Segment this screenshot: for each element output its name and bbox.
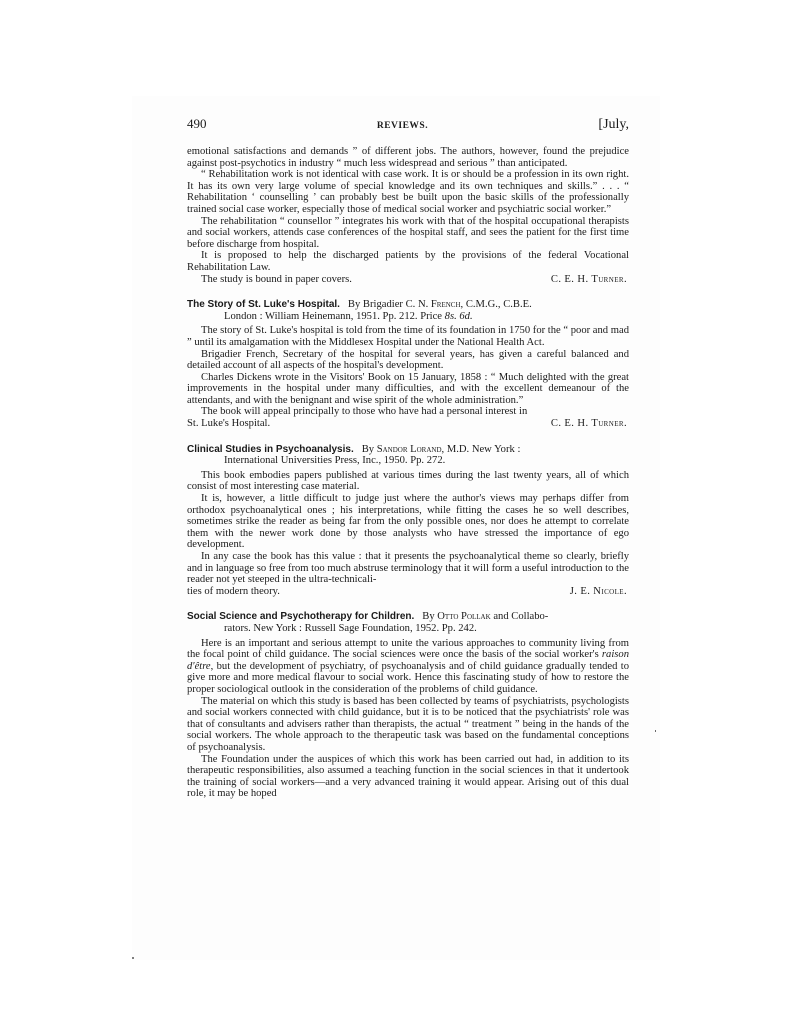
author-suffix: , C.M.G., C.B.E.	[460, 299, 532, 311]
paragraph: “ Rehabilitation work is not identical with case work. It is or should be a profession in its own right. It has its own very large volume of special knowledge and its own techniques and skills.” . . . “ Rehabilitation ‘ counselling ’ can probably best be built upon the basic skills of the professionally trained social case worker, especially those of medical social worker and psychiatric social worker.”	[187, 169, 629, 215]
paragraph: It is, however, a little difficult to judge just where the author's views may perhaps differ from orthodox psychoanalytical ones ; his interpretations, while fitting the cases he so well describes, sometimes strike the reader as being far from the only possible ones, nor does he attempt to correlate them with the newer work done by those analysts who have stressed the importance of ego development.	[187, 493, 629, 551]
paragraph: The story of St. Luke's hospital is told from the time of its foundation in 1750 for the “ poor and mad ” until its amalgamation with the Middlesex Hospital under the National Health Act.	[187, 325, 629, 348]
book-title: The Story of St. Luke's Hospital.	[187, 299, 340, 311]
publication-info: London : William Heinemann, 1951. Pp. 212. Price	[224, 310, 442, 322]
paragraph: The Foundation under the auspices of which this work has been carried out had, in addition to its therapeutic responsibilities, also assumed a teaching function in the social sciences in that it undertook the training of social workers—and a very advanced training it would appear. Arising out of this dual role, it may be hoped	[187, 753, 629, 800]
review-heading	[187, 299, 629, 322]
journal-page	[187, 118, 629, 800]
paragraph: This book embodies papers published at various times during the last twenty years, all of which consist of most interesting case material.	[187, 469, 629, 493]
continued-review	[187, 146, 629, 285]
author-suffix: and Collabo-	[490, 611, 549, 623]
signature-line	[187, 418, 629, 430]
reviewer-signature: J. E. Nicole.	[569, 585, 627, 597]
scan-speck	[132, 957, 134, 959]
by-label: By Brigadier C. N.	[347, 299, 429, 311]
review-heading	[187, 611, 629, 634]
reviewer-signature: C. E. H. Turner.	[550, 418, 627, 430]
text-run: , but the development of psychiatry, of psychoanalysis and of child guidance gradually tended to give more and more medical flavour to social work. Hence this fascinating study of how to restore the proper sociological outlook in the consideration of the problems of child guidance.	[187, 660, 629, 695]
paragraph: The book will appeal principally to those who have had a personal interest in	[201, 406, 528, 418]
paragraph: It is proposed to help the discharged patients by the provisions of the federal Vocational Rehabilitation Law.	[187, 250, 629, 273]
review-st-lukes-hospital	[187, 299, 629, 430]
paragraph	[187, 638, 629, 696]
publication-info: rators. New York : Russell Sage Foundation, 1952. Pp. 242.	[224, 622, 477, 634]
by-label: By	[422, 611, 435, 623]
closing-line: The study is bound in paper covers.	[201, 273, 352, 285]
closing-line: St. Luke's Hospital.	[187, 418, 271, 430]
review-clinical-studies	[187, 444, 629, 598]
book-title: Clinical Studies in Psychoanalysis.	[187, 443, 354, 455]
issue-month: [July,	[598, 117, 629, 132]
book-title: Social Science and Psychotherapy for Children.	[187, 611, 415, 623]
book-price: 8s. 6d.	[444, 310, 473, 322]
running-head	[187, 118, 629, 134]
book-author: Sandor Lorand	[376, 443, 442, 455]
paragraph: In any case the book has this value : that it presents the psychoanalytical theme so clearly, briefly and in language so free from too much abstruse terminology that it will form a useful introduction to the reader not yet steeped in the ultra-technicali-	[187, 551, 629, 586]
text-run: Here is an important and serious attempt to unite the various approaches to community living from the focal point of child guidance. The social sciences were once the basis of the social worker's	[187, 637, 629, 661]
review-heading	[187, 444, 629, 467]
paragraph: Charles Dickens wrote in the Visitors' Book on 15 January, 1858 : “ Much delighted with the great improvements in the hospital under many difficulties, and with the excellent demeanour of the attendants, and with the benignant and wise spirit of the whole administration.”	[187, 371, 629, 406]
signature-line	[187, 274, 629, 286]
signature-line	[187, 586, 629, 598]
book-author: Otto Pollak	[437, 611, 491, 623]
paragraph: The rehabilitation “ counsellor ” integrates his work with that of the hospital occupational therapists and social workers, attends case conferences of the hospital staff, and sees the patient for the first time before discharge from hospital.	[187, 215, 629, 250]
italic-phrase: raison d'être	[187, 649, 629, 672]
reviewer-signature: C. E. H. Turner.	[550, 273, 627, 285]
publication-info: International Universities Press, Inc., 1950. Pp. 272.	[224, 455, 446, 467]
paragraph: The material on which this study is based has been collected by teams of psychiatrists, psychologists and social workers connected with child guidance, but it is to be noticed that the psychiatrists' role was that of consultants and advisers rather than therapists, the actual “ treatment ” being in the hands of the social workers. The whole approach to the therapeutic task was based on the fundamental conceptions of psychoanalysis.	[187, 695, 629, 753]
book-author: French	[430, 299, 461, 311]
paragraph: emotional satisfactions and demands ” of different jobs. The authors, however, found the prejudice against post-psychotics in industry “ much less widespread and serious ” than anticipated.	[187, 146, 629, 169]
by-label: By	[361, 443, 375, 455]
closing-line: ties of modern theory.	[187, 585, 280, 597]
review-social-science-psychotherapy	[187, 611, 629, 800]
section-title: REVIEWS.	[376, 121, 429, 131]
paragraph: Brigadier French, Secretary of the hospital for several years, has given a careful balanced and detailed account of all aspects of the hospital's development.	[187, 348, 629, 372]
scan-speck	[655, 730, 656, 732]
author-suffix: , M.D. New York :	[441, 443, 521, 455]
page-number: 490	[187, 116, 207, 131]
